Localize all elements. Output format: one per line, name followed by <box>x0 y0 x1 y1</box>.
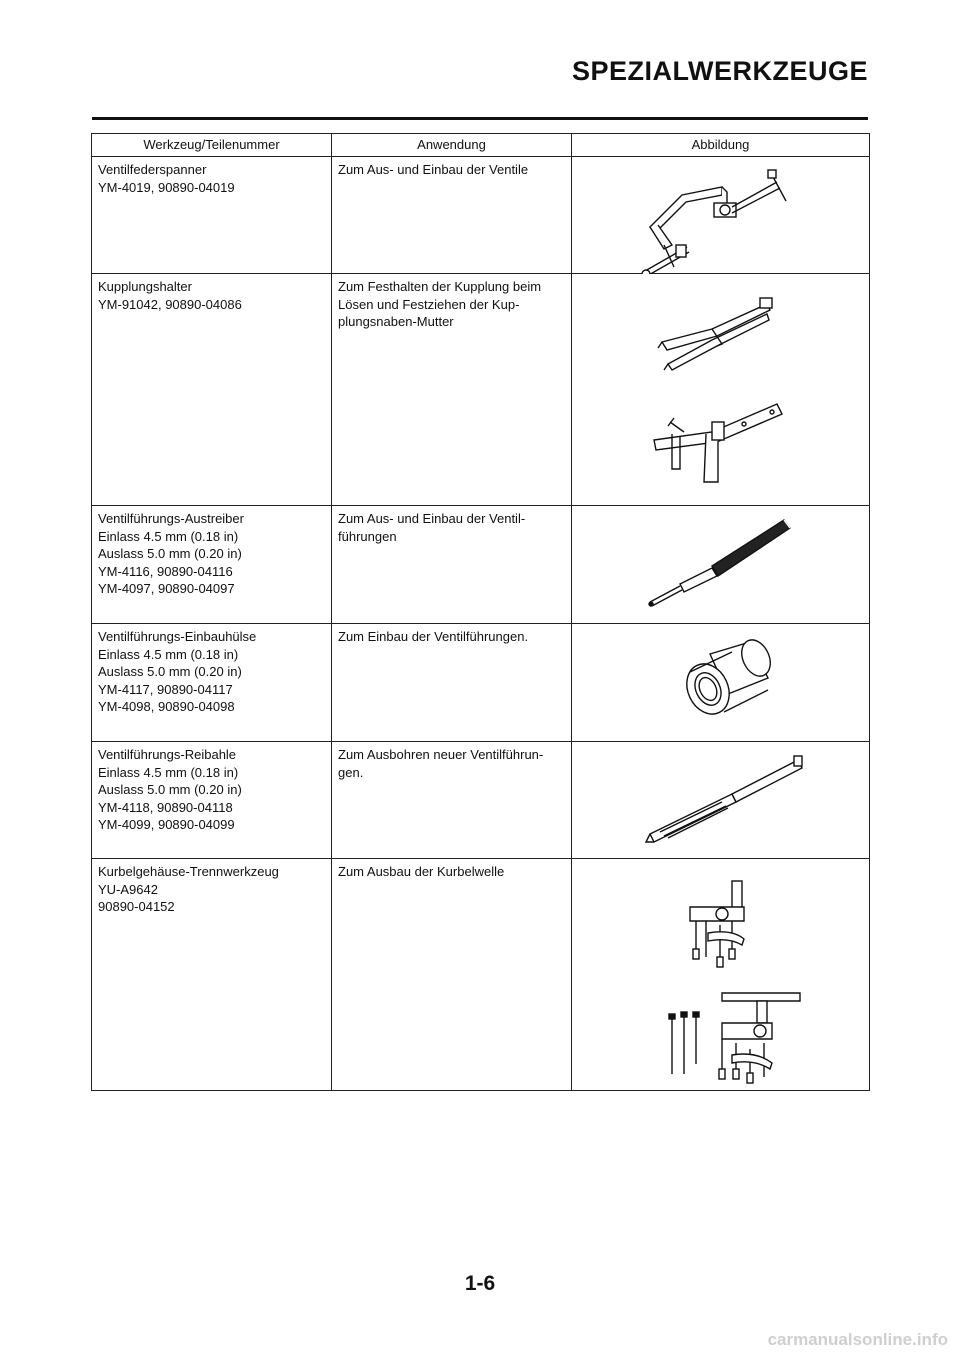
table-row <box>92 742 870 859</box>
part-number: YM-91042, 90890-04086 <box>98 296 242 312</box>
tool-cell <box>92 624 332 742</box>
part-number: Auslass 5.0 mm (0.20 in) <box>98 782 242 797</box>
use-text: gen. <box>338 764 364 780</box>
use-text: führungen <box>338 528 397 544</box>
tool-name: Ventilführungs-Einbauhülse <box>98 629 257 644</box>
table-row <box>92 157 870 274</box>
column-header-image: Abbildung <box>572 134 870 157</box>
tool-name: Kupplungshalter <box>98 279 192 294</box>
watermark: carmanualsonline.info <box>767 1330 948 1349</box>
valve-guide-installer-icon <box>572 624 870 742</box>
tool-cell <box>92 859 332 1091</box>
page-title: SPEZIALWERKZEUGE <box>571 56 868 86</box>
part-number: YM-4099, 90890-04099 <box>98 817 235 832</box>
tool-name: Ventilführungs-Austreiber <box>98 511 244 526</box>
use-text: Lösen und Festziehen der Kup- <box>338 296 520 312</box>
image-cell <box>572 506 870 624</box>
use-cell <box>332 859 572 1091</box>
part-number: YM-4098, 90890-04098 <box>98 699 235 714</box>
tool-name: Ventilfederspanner <box>98 162 207 177</box>
tool-name: Ventilführungs-Reibahle <box>98 747 237 762</box>
use-text: plungsnaben-Mutter <box>338 314 454 329</box>
tool-cell <box>92 274 332 506</box>
use-cell <box>332 742 572 859</box>
part-number: Einlass 4.5 mm (0.18 in) <box>98 528 239 544</box>
use-text: Zum Aus- und Einbau der Ventil- <box>338 511 526 526</box>
special-tools-table <box>91 133 870 1091</box>
table-row <box>92 506 870 624</box>
part-number: Auslass 5.0 mm (0.20 in) <box>98 546 242 561</box>
valve-guide-reamer-icon <box>572 742 870 859</box>
part-number: YM-4116, 90890-04116 <box>98 563 233 579</box>
table-header-row <box>92 134 870 157</box>
use-cell <box>332 506 572 624</box>
part-number: Einlass 4.5 mm (0.18 in) <box>98 646 239 662</box>
part-number: Einlass 4.5 mm (0.18 in) <box>98 764 239 780</box>
part-number: YM-4117, 90890-04117 <box>98 681 233 697</box>
image-cell <box>572 274 870 506</box>
tool-cell <box>92 742 332 859</box>
image-cell <box>572 157 870 274</box>
title-rule <box>92 117 868 120</box>
table-row <box>92 624 870 742</box>
table-row <box>92 274 870 506</box>
crankcase-separator-icon <box>572 859 870 1091</box>
part-number: YM-4118, 90890-04118 <box>98 799 233 815</box>
part-number: YU-A9642 <box>98 881 158 897</box>
column-header-tool: Werkzeug/Teilenummer <box>92 134 332 157</box>
table-row <box>92 859 870 1091</box>
use-text: Zum Ausbohren neuer Ventilführun- <box>338 747 544 762</box>
use-text: Zum Festhalten der Kupplung beim <box>338 279 542 294</box>
page-number: 1-6 <box>464 1272 496 1295</box>
part-number: YM-4097, 90890-04097 <box>98 581 235 596</box>
part-number: 90890-04152 <box>98 899 175 914</box>
valve-guide-remover-icon <box>572 506 870 624</box>
use-text: Zum Einbau der Ventilführungen. <box>338 629 529 644</box>
clutch-holder-icon <box>572 274 870 506</box>
image-cell <box>572 742 870 859</box>
use-text: Zum Aus- und Einbau der Ventile <box>338 162 529 177</box>
use-cell <box>332 274 572 506</box>
use-text: Zum Ausbau der Kurbelwelle <box>338 864 505 879</box>
image-cell <box>572 859 870 1091</box>
part-number: Auslass 5.0 mm (0.20 in) <box>98 664 242 679</box>
tool-name: Kurbelgehäuse-Trennwerkzeug <box>98 864 279 879</box>
tool-cell <box>92 506 332 624</box>
image-cell <box>572 624 870 742</box>
column-header-use: Anwendung <box>332 134 572 157</box>
use-cell <box>332 157 572 274</box>
tool-cell <box>92 157 332 274</box>
valve-spring-compressor-icon <box>572 157 870 274</box>
use-cell <box>332 624 572 742</box>
part-number: YM-4019, 90890-04019 <box>98 179 235 195</box>
